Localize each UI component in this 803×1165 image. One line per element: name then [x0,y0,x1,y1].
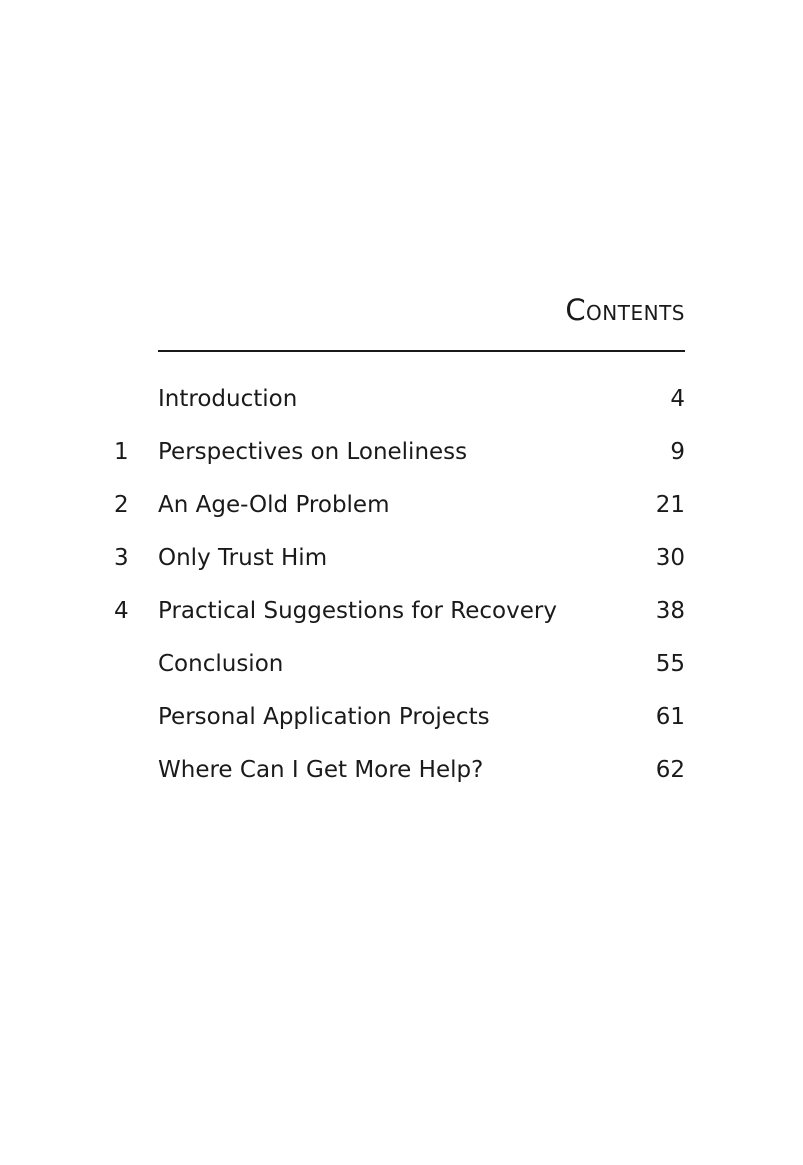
title-rule [158,350,685,352]
page-number: 55 [655,651,685,677]
page-number: 9 [670,439,685,465]
chapter-number: 4 [114,598,129,624]
chapter-title: Only Trust Him [158,545,328,571]
chapter-title: An Age-Old Problem [158,492,390,518]
chapter-title: Perspectives on Loneliness [158,439,468,465]
toc-entry [0,596,803,649]
toc-entry [0,702,803,755]
toc-entry [0,490,803,543]
chapter-number: 1 [114,439,129,465]
toc-entry [0,755,803,808]
page-title: Contents [565,293,685,327]
chapter-number: 2 [114,492,129,518]
chapter-title: Introduction [158,386,298,412]
toc-entry [0,437,803,490]
page-number: 61 [655,704,685,730]
chapter-title: Personal Application Projects [158,704,490,730]
chapter-title: Conclusion [158,651,284,677]
page-number: 21 [655,492,685,518]
page-number: 38 [655,598,685,624]
chapter-title: Where Can I Get More Help? [158,757,484,783]
chapter-title: Practical Suggestions for Recovery [158,598,557,624]
toc-entry [0,543,803,596]
toc-entry [0,384,803,437]
toc-entry [0,649,803,702]
toc-list [0,384,803,808]
page-number: 4 [670,386,685,412]
chapter-number: 3 [114,545,129,571]
page-number: 30 [655,545,685,571]
page-number: 62 [655,757,685,783]
